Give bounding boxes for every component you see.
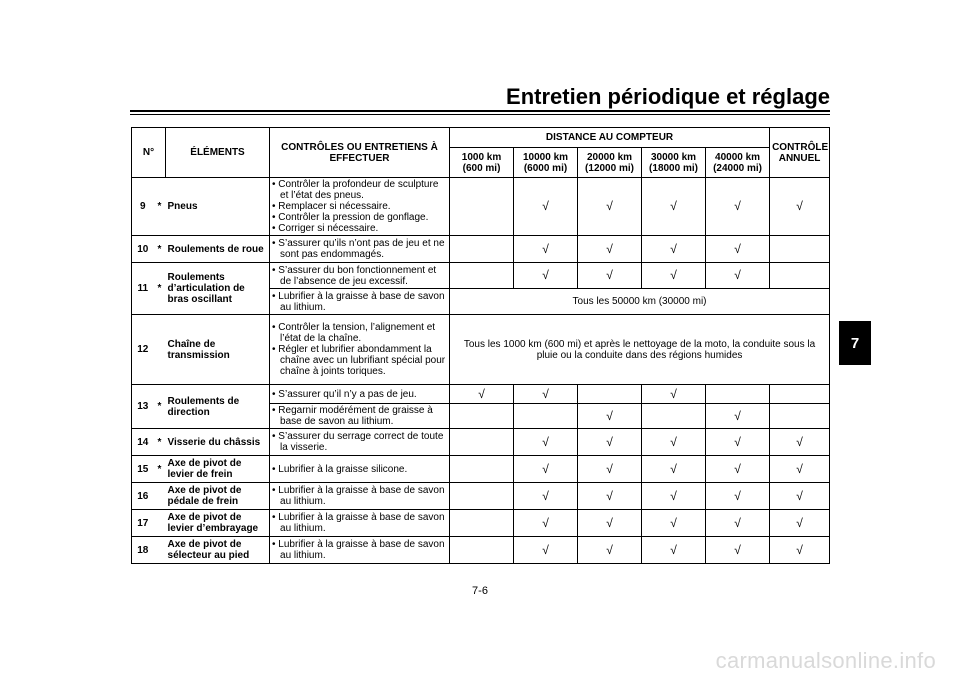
item-number: 10 — [132, 236, 154, 263]
action-item: • Contrôler la profondeur de sculpture et l’état des pneus. — [272, 179, 447, 201]
check-cell — [514, 404, 578, 429]
action-item: • Contrôler la tension, l’alignement et l’état de la chaîne. — [272, 322, 447, 344]
table-row — [132, 178, 830, 236]
check-cell: √ — [578, 537, 642, 564]
check-cell: √ — [706, 429, 770, 456]
item-number: 11 — [132, 263, 154, 315]
check-cell: √ — [450, 385, 514, 404]
page-title: Entretien périodique et réglage — [506, 84, 830, 109]
watermark: carmanualsonline.info — [715, 648, 936, 673]
check-cell: √ — [514, 429, 578, 456]
mi-label: (12000 mi) — [585, 162, 634, 174]
item-name: Chaîne de transmission — [166, 315, 270, 385]
check-cell — [450, 429, 514, 456]
actions-list — [272, 179, 447, 234]
item-name: Pneus — [166, 178, 270, 236]
actions-list — [272, 464, 447, 475]
action-item: • S’assurer qu’il n’y a pas de jeu. — [272, 389, 447, 400]
header-distance: DISTANCE AU COMPTEUR — [450, 128, 770, 148]
km-label: 30000 km — [650, 151, 697, 163]
actions-cell — [270, 315, 450, 385]
check-cell: √ — [642, 236, 706, 263]
check-cell: √ — [514, 483, 578, 510]
check-cell: √ — [642, 385, 706, 404]
check-cell: √ — [578, 263, 642, 289]
item-name: Axe de pivot de sélecteur au pied — [166, 537, 270, 564]
check-cell: √ — [578, 404, 642, 429]
mi-label: (6000 mi) — [523, 162, 568, 174]
item-name: Roulements d’articulation de bras oscillant — [166, 263, 270, 315]
header-km-3 — [642, 148, 706, 178]
action-item: • Régler et lubrifier abondamment la chaîne avec un lubrifiant spécial pour chaîne à joints toriques. — [272, 344, 447, 377]
header-controls: CONTRÔLES OU ENTRETIENS À EFFECTUER — [270, 128, 450, 178]
check-cell: √ — [642, 456, 706, 483]
actions-list — [272, 291, 447, 313]
action-item: • Lubrifier à la graisse à base de savon au lithium. — [272, 485, 447, 507]
star-marker: * — [154, 263, 166, 315]
check-cell: √ — [770, 456, 830, 483]
check-cell: √ — [514, 537, 578, 564]
table-row — [132, 483, 830, 510]
check-cell: √ — [770, 178, 830, 236]
check-cell: √ — [642, 263, 706, 289]
actions-list — [272, 431, 447, 453]
action-item: • Contrôler la pression de gonflage. — [272, 212, 447, 223]
check-cell: √ — [770, 537, 830, 564]
mi-label: (24000 mi) — [713, 162, 762, 174]
item-number: 13 — [132, 385, 154, 429]
table-row — [132, 456, 830, 483]
star-marker: * — [154, 385, 166, 429]
item-number: 9 — [132, 178, 154, 236]
check-cell: √ — [514, 236, 578, 263]
km-label: 10000 km — [522, 151, 569, 163]
chapter-tab: 7 — [839, 321, 871, 365]
check-cell: √ — [706, 178, 770, 236]
km-label: 40000 km — [715, 151, 761, 163]
star-marker: * — [154, 236, 166, 263]
check-cell: √ — [642, 510, 706, 537]
actions-cell — [270, 483, 450, 510]
interval-text: Tous les 1000 km (600 mi) et après le nettoyage de la moto, la conduite sous la pluie ou la conduite dans des régions humides — [450, 315, 830, 385]
header-km-1 — [514, 148, 578, 178]
check-cell: √ — [642, 537, 706, 564]
check-cell — [770, 404, 830, 429]
header-km-4 — [706, 148, 770, 178]
actions-cell — [270, 404, 450, 429]
check-cell: √ — [642, 429, 706, 456]
action-item: • S’assurer du bon fonctionnement et de l’absence de jeu excessif. — [272, 265, 447, 287]
check-cell: √ — [706, 236, 770, 263]
check-cell: √ — [514, 385, 578, 404]
item-name: Axe de pivot de levier de frein — [166, 456, 270, 483]
item-name: Axe de pivot de levier d’embrayage — [166, 510, 270, 537]
check-cell: √ — [706, 456, 770, 483]
check-cell: √ — [578, 483, 642, 510]
table-row — [132, 429, 830, 456]
mi-label: (600 mi) — [462, 162, 501, 174]
actions-list — [272, 322, 447, 377]
star-marker — [154, 315, 166, 385]
check-cell — [450, 483, 514, 510]
actions-list — [272, 405, 447, 427]
check-cell: √ — [578, 236, 642, 263]
action-item: • S’assurer du serrage correct de toute la visserie. — [272, 431, 447, 453]
check-cell — [770, 263, 830, 289]
check-cell — [706, 385, 770, 404]
action-item: • Lubrifier à la graisse à base de savon au lithium. — [272, 291, 447, 313]
actions-list — [272, 539, 447, 561]
maintenance-table — [131, 127, 830, 564]
action-item: • S’assurer qu’ils n’ont pas de jeu et ne sont pas endommagés. — [272, 238, 447, 260]
check-cell: √ — [578, 178, 642, 236]
check-cell: √ — [706, 510, 770, 537]
check-cell — [450, 404, 514, 429]
item-name: Visserie du châssis — [166, 429, 270, 456]
star-marker — [154, 483, 166, 510]
mi-label: (18000 mi) — [649, 162, 698, 174]
action-item: • Lubrifier à la graisse à base de savon au lithium. — [272, 539, 447, 561]
table-row — [132, 236, 830, 263]
actions-list — [272, 485, 447, 507]
actions-list — [272, 512, 447, 534]
header-no: N° — [132, 128, 166, 178]
table-row — [132, 385, 830, 404]
check-cell: √ — [578, 429, 642, 456]
table-row — [132, 510, 830, 537]
page-number: 7-6 — [472, 585, 488, 597]
check-cell: √ — [770, 483, 830, 510]
action-item: • Regarnir modérément de graisse à base de savon au lithium. — [272, 405, 447, 427]
actions-cell — [270, 429, 450, 456]
km-label: 20000 km — [586, 151, 633, 163]
title-rule-thin — [130, 114, 830, 115]
check-cell — [450, 537, 514, 564]
check-cell: √ — [706, 404, 770, 429]
km-label: 1000 km — [461, 151, 502, 163]
check-cell: √ — [514, 263, 578, 289]
actions-cell — [270, 510, 450, 537]
item-number: 16 — [132, 483, 154, 510]
check-cell — [450, 178, 514, 236]
action-item: • Lubrifier à la graisse silicone. — [272, 464, 447, 475]
item-number: 18 — [132, 537, 154, 564]
actions-cell — [270, 263, 450, 289]
actions-cell — [270, 385, 450, 404]
check-cell — [642, 404, 706, 429]
table-row — [132, 263, 830, 289]
actions-cell — [270, 537, 450, 564]
check-cell: √ — [578, 510, 642, 537]
table-row — [132, 315, 830, 385]
actions-list — [272, 238, 447, 260]
header-elements: ÉLÉMENTS — [166, 128, 270, 178]
check-cell — [450, 236, 514, 263]
check-cell — [450, 456, 514, 483]
item-name: Roulements de roue — [166, 236, 270, 263]
star-marker — [154, 510, 166, 537]
check-cell — [578, 385, 642, 404]
actions-list — [272, 265, 447, 287]
item-name: Roulements de direction — [166, 385, 270, 429]
action-item: • Remplacer si nécessaire. — [272, 201, 447, 212]
item-number: 17 — [132, 510, 154, 537]
check-cell: √ — [706, 537, 770, 564]
actions-cell — [270, 236, 450, 263]
check-cell: √ — [578, 456, 642, 483]
check-cell — [770, 385, 830, 404]
actions-cell — [270, 289, 450, 315]
check-cell: √ — [514, 510, 578, 537]
star-marker: * — [154, 429, 166, 456]
star-marker — [154, 537, 166, 564]
check-cell: √ — [706, 483, 770, 510]
star-marker: * — [154, 178, 166, 236]
check-cell — [450, 510, 514, 537]
interval-text: Tous les 50000 km (30000 mi) — [450, 289, 830, 315]
actions-cell — [270, 178, 450, 236]
check-cell: √ — [514, 456, 578, 483]
check-cell: √ — [770, 510, 830, 537]
header-km-0 — [450, 148, 514, 178]
check-cell: √ — [770, 429, 830, 456]
check-cell: √ — [706, 263, 770, 289]
action-item: • Corriger si nécessaire. — [272, 223, 447, 234]
header-km-2 — [578, 148, 642, 178]
item-number: 14 — [132, 429, 154, 456]
actions-list — [272, 389, 447, 400]
header-annual: CONTRÔLE ANNUEL — [770, 128, 830, 178]
star-marker: * — [154, 456, 166, 483]
item-name: Axe de pivot de pédale de frein — [166, 483, 270, 510]
check-cell — [450, 263, 514, 289]
item-number: 15 — [132, 456, 154, 483]
actions-cell — [270, 456, 450, 483]
action-item: • Lubrifier à la graisse à base de savon au lithium. — [272, 512, 447, 534]
item-number: 12 — [132, 315, 154, 385]
check-cell — [770, 236, 830, 263]
table-row — [132, 537, 830, 564]
check-cell: √ — [514, 178, 578, 236]
check-cell: √ — [642, 483, 706, 510]
check-cell: √ — [642, 178, 706, 236]
title-rule — [130, 110, 830, 112]
